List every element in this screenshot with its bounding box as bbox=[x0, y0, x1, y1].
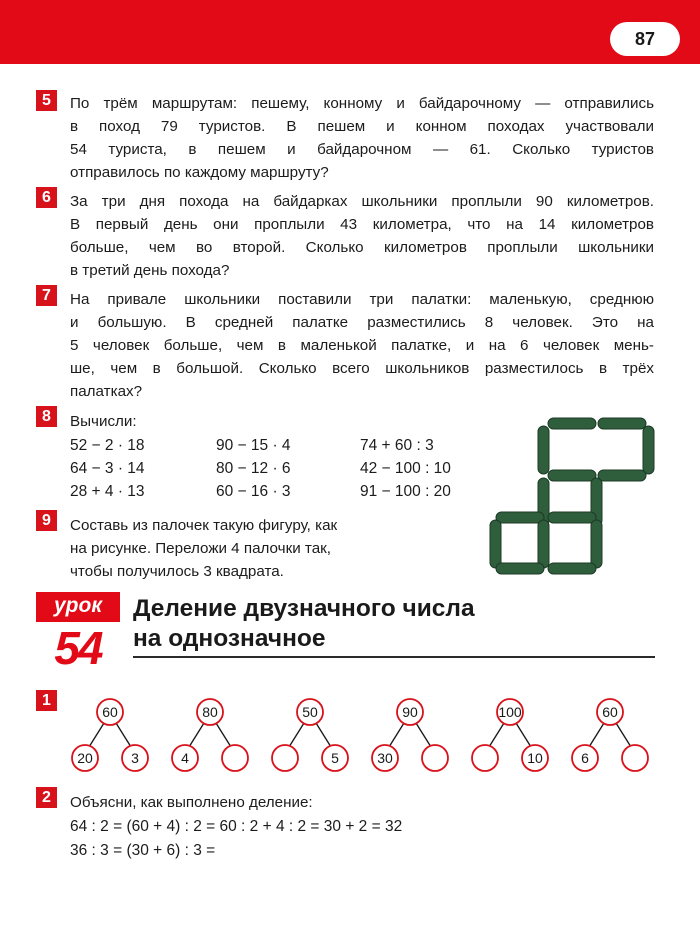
expression-1-2: 90 − 15 · 4 bbox=[216, 437, 291, 454]
tree-left-circle-value: 20 bbox=[77, 750, 93, 766]
tree-top-circle-value: 100 bbox=[498, 704, 522, 720]
tree-branch bbox=[589, 723, 604, 747]
tree-left-circle-value: 6 bbox=[581, 750, 589, 766]
expression-3-3: 91 − 100 : 20 bbox=[360, 483, 451, 500]
expression-3-2: 60 − 16 · 3 bbox=[216, 483, 291, 500]
task-6-line-2: В первый день они проплыли 43 километра, что на 14 километров bbox=[70, 216, 654, 233]
stick bbox=[598, 470, 646, 481]
tree-branch bbox=[316, 723, 331, 747]
task-number-5: 5 bbox=[36, 90, 57, 111]
task-9-line-3: чтобы получилось 3 квадрата. bbox=[70, 563, 284, 580]
lesson-title-line-1: Деление двузначного числа bbox=[133, 595, 475, 622]
lesson-task-number-2: 2 bbox=[36, 787, 57, 808]
tree-branch bbox=[516, 723, 531, 747]
lesson-task-number-1: 1 bbox=[36, 690, 57, 711]
task-5-line-4: отправилось по каждому маршруту? bbox=[70, 164, 329, 181]
lesson-number: 54 bbox=[54, 622, 102, 674]
task-number-7: 7 bbox=[36, 285, 57, 306]
tree-branch bbox=[216, 723, 231, 747]
stick bbox=[548, 418, 596, 429]
tree-right-circle-value: 5 bbox=[331, 750, 339, 766]
stick bbox=[548, 512, 596, 523]
stick bbox=[598, 418, 646, 429]
stick bbox=[538, 426, 549, 474]
tree-top-circle-value: 60 bbox=[102, 704, 118, 720]
number-composition-trees bbox=[60, 690, 660, 790]
tree-branch bbox=[489, 723, 504, 747]
page-number: 87 bbox=[610, 22, 680, 56]
task-number-9: 9 bbox=[36, 510, 57, 531]
tree-left-circle-value: 4 bbox=[181, 750, 189, 766]
tree-right-circle bbox=[422, 745, 448, 771]
tree-branch bbox=[389, 723, 404, 747]
title-divider bbox=[133, 656, 655, 658]
stick bbox=[490, 520, 501, 568]
stick bbox=[643, 426, 654, 474]
matchstick-figure bbox=[488, 408, 660, 580]
task-9-line-1: Составь из палочек такую фигуру, как bbox=[70, 517, 338, 534]
expression-3-1: 28 + 4 · 13 bbox=[70, 483, 145, 500]
tree-left-circle bbox=[472, 745, 498, 771]
tree-top-circle-value: 80 bbox=[202, 704, 218, 720]
task-5-line-1: По трём маршрутам: пешему, конному и байдарочному — отправились bbox=[70, 95, 654, 112]
expression-2-3: 42 − 100 : 10 bbox=[360, 460, 451, 477]
task-5-line-2: в поход 79 туристов. В пешем и конном походах участвовали bbox=[70, 118, 654, 135]
tree-right-circle bbox=[222, 745, 248, 771]
task-number-6: 6 bbox=[36, 187, 57, 208]
tree-right-circle-value: 10 bbox=[527, 750, 543, 766]
task-8-heading: Вычисли: bbox=[70, 413, 137, 430]
lesson-tag: урок bbox=[36, 592, 120, 622]
stick bbox=[591, 520, 602, 568]
division-example-2: 36 : 3 = (30 + 6) : 3 = bbox=[70, 842, 216, 859]
task-7-line-1: На привале школьники поставили три палатки: маленькую, среднюю bbox=[70, 291, 654, 308]
task-7-line-3: 5 человек больше, чем в маленькой палатке, и на 6 человек мень- bbox=[70, 337, 654, 354]
expression-2-1: 64 − 3 · 14 bbox=[70, 460, 145, 477]
top-header-band bbox=[0, 0, 700, 64]
task-7-line-2: и большую. В средней палатке разместились 8 человек. Это на bbox=[70, 314, 654, 331]
tree-branch bbox=[89, 723, 104, 747]
tree-top-circle-value: 60 bbox=[602, 704, 618, 720]
expression-2-2: 80 − 12 · 6 bbox=[216, 460, 291, 477]
stick bbox=[496, 512, 544, 523]
task-7-line-4: ше, чем в большой. Сколько всего школьников разместилось в трёх bbox=[70, 360, 654, 377]
task-9-line-2: на рисунке. Переложи 4 палочки так, bbox=[70, 540, 332, 557]
tree-right-circle bbox=[622, 745, 648, 771]
tree-left-circle-value: 30 bbox=[377, 750, 393, 766]
task-6-line-4: в третий день похода? bbox=[70, 262, 230, 279]
tree-left-circle bbox=[272, 745, 298, 771]
tree-branch bbox=[116, 723, 131, 747]
lesson-task-2-heading: Объясни, как выполнено деление: bbox=[70, 794, 313, 811]
task-5-line-3: 54 туриста, в пешем и байдарочном — 61. Сколько туристов bbox=[70, 141, 654, 158]
tree-branch bbox=[289, 723, 304, 747]
tree-top-circle-value: 50 bbox=[302, 704, 318, 720]
task-number-8: 8 bbox=[36, 406, 57, 427]
tree-top-circle-value: 90 bbox=[402, 704, 418, 720]
tree-right-circle-value: 3 bbox=[131, 750, 139, 766]
division-example-1: 64 : 2 = (60 + 4) : 2 = 60 : 2 + 4 : 2 = 30 + 2 = 32 bbox=[70, 818, 403, 835]
task-7-line-5: палатках? bbox=[70, 383, 143, 400]
expression-1-3: 74 + 60 : 3 bbox=[360, 437, 434, 454]
lesson-title-line-2: на однозначное bbox=[133, 625, 326, 652]
stick bbox=[538, 520, 549, 568]
tree-branch bbox=[616, 723, 631, 747]
stick bbox=[496, 563, 544, 574]
expression-1-1: 52 − 2 · 18 bbox=[70, 437, 145, 454]
task-6-line-1: За три дня похода на байдарках школьники проплыли 90 километров. bbox=[70, 193, 654, 210]
stick bbox=[548, 563, 596, 574]
stick bbox=[548, 470, 596, 481]
task-6-line-3: больше, чем во второй. Сколько километров проплыли школьники bbox=[70, 239, 654, 256]
tree-branch bbox=[416, 723, 431, 747]
tree-branch bbox=[189, 723, 204, 747]
